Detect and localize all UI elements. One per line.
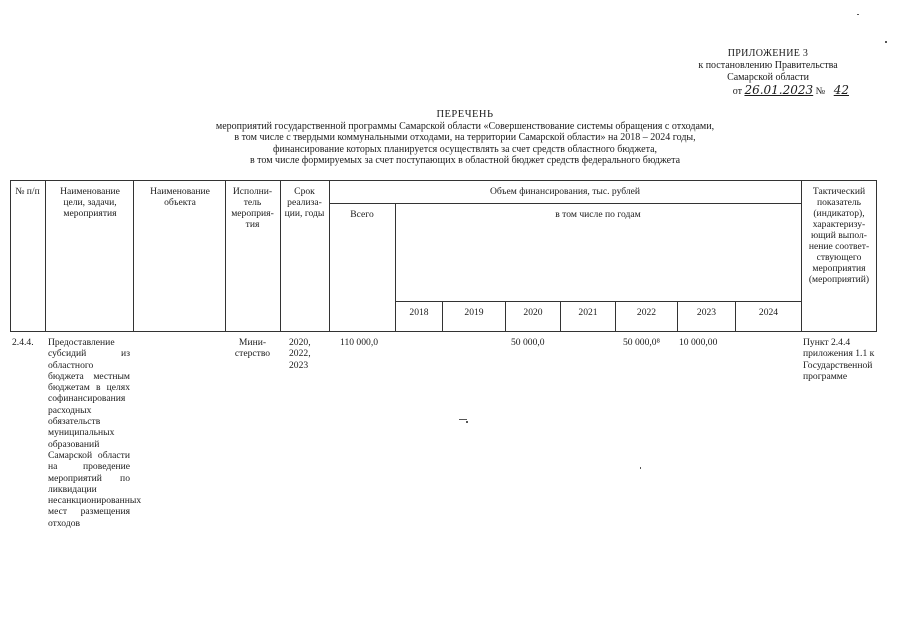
- grid-line-header-bottom: [10, 331, 876, 332]
- heading-line-3: финансирование которых планируется осуществлять за счет средств областного бюджета,: [272, 143, 658, 155]
- handwritten-date: 26.01.2023: [744, 83, 814, 97]
- grid-line-top: [10, 180, 876, 181]
- header-executor: Исполни-тель мероприя-тия: [231, 186, 274, 230]
- grid-col-0: [10, 180, 11, 332]
- date-prefix: от: [732, 86, 742, 97]
- header-num: № п/п: [15, 186, 40, 197]
- grid-col-1: [45, 180, 46, 332]
- appendix-title: ПРИЛОЖЕНИЕ 3: [727, 48, 809, 59]
- heading-line-2: в том числе с твердыми коммунальными отходами, на территории Самарской области» на 2018 – 2024 годы,: [234, 132, 696, 144]
- header-year-2023: 2023: [696, 307, 717, 318]
- grid-col-14: [876, 180, 877, 332]
- scan-speck: [459, 419, 467, 420]
- heading-title: ПЕРЕЧЕНЬ: [436, 109, 494, 120]
- header-name: Наименование цели, задачи, мероприятия: [60, 186, 120, 219]
- row-num: 2.4.4.: [12, 337, 34, 348]
- header-financing: Объем финансирования, тыс. рублей: [489, 186, 641, 197]
- row-total: 110 000,0: [340, 337, 379, 348]
- grid-col-4: [280, 180, 281, 332]
- number-prefix: №: [815, 86, 826, 97]
- header-year-2021: 2021: [578, 307, 598, 318]
- appendix-line-1: к постановлению Правительства: [698, 60, 838, 71]
- scan-speck: [466, 421, 468, 423]
- header-year-2022: 2022: [636, 307, 657, 318]
- header-term: Срок реализа-ции, годы: [284, 186, 325, 219]
- grid-col-2: [133, 180, 134, 332]
- header-year-2020: 2020: [523, 307, 543, 318]
- header-total: Всего: [350, 209, 374, 220]
- row-year-2023: 10 000,00: [679, 337, 718, 348]
- header-indicator: Тактический показатель (индикатор), характеризу-ющий выпол-нение соответ-ствующего мероприятия (мероприятий): [808, 186, 870, 285]
- heading-line-1: мероприятий государственной программы Самарской области «Совершенствование системы обращения с отходами,: [215, 120, 715, 132]
- row-term: 2020, 2022, 2023: [289, 337, 311, 371]
- header-year-2019: 2019: [464, 307, 484, 318]
- grid-col-3: [225, 180, 226, 332]
- grid-line-years: [395, 301, 801, 302]
- heading-line-4: в том числе формируемых за счет поступающих в областной бюджет средств федерального бюджета: [249, 155, 681, 167]
- grid-line-financing: [329, 203, 801, 204]
- header-year-2018: 2018: [409, 307, 429, 318]
- scan-speck: [640, 467, 641, 469]
- scan-speck: [857, 14, 859, 15]
- handwritten-number: 42: [833, 83, 849, 97]
- header-year-2024: 2024: [758, 307, 779, 318]
- header-by-years: в том числе по годам: [555, 209, 641, 220]
- grid-col-13: [801, 180, 802, 332]
- row-year-2022: 50 000,0⁸: [623, 337, 660, 348]
- row-year-2020: 50 000,0: [511, 337, 545, 348]
- row-executor: Мини-стерство: [234, 337, 271, 360]
- scan-speck: [885, 41, 887, 43]
- grid-col-5: [329, 180, 330, 332]
- header-object: Наименование объекта: [150, 186, 210, 208]
- row-name: Предоставление субсидий из областного бюджета местным бюджетам в целях софинансирования расходных обязательств муниципальных образований Самарской области на проведение мероприятий по ликвидации несанкционированных мест размещения отходов: [48, 337, 142, 529]
- appendix-line-2: Самарской области: [727, 72, 809, 83]
- row-indicator: Пункт 2.4.4 приложения 1.1 к Государственной программе: [803, 337, 875, 382]
